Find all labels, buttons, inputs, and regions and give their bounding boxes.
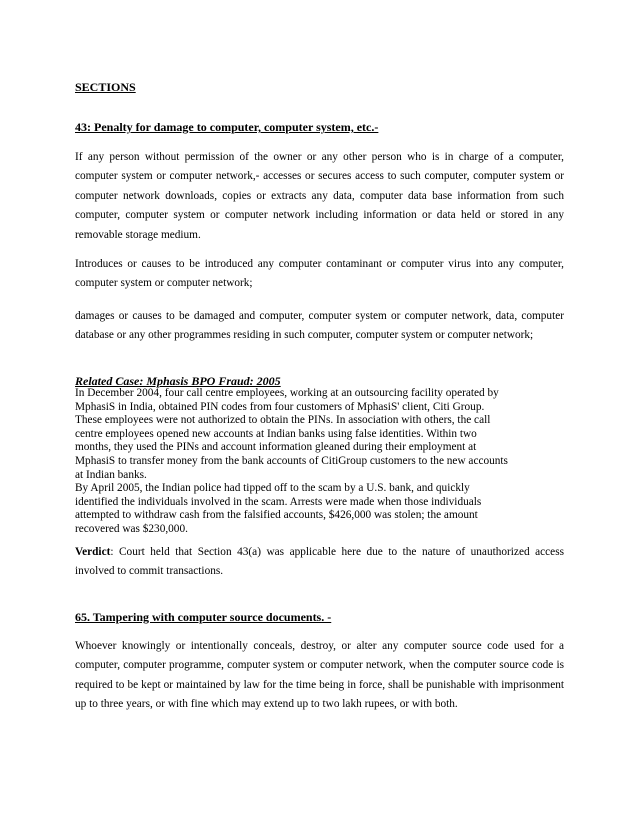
related-case-line: In December 2004, four call centre employees, working at an outsourcing facility operated by bbox=[75, 387, 499, 399]
section-65-paragraph: Whoever knowingly or intentionally conceals, destroy, or alter any computer source code used for a computer, computer programme, computer system or computer network, when the computer source code is required to be kept or maintained by law for the time being in force, shall be punishable with imprisonment up to three years, or with fine which may extend up to two lakh rupees, or with both. bbox=[75, 640, 564, 711]
related-case-line: months, they used the PINs and account information gleaned during their employment at bbox=[75, 441, 477, 454]
section-43-paragraph-2: Introduces or causes to be introduced any computer contaminant or computer virus into any computer, computer system or computer network; bbox=[75, 258, 564, 290]
related-case-title: Related Case: Mphasis BPO Fraud: 2005 bbox=[75, 374, 281, 388]
related-case-line: attempted to withdraw cash from the falsified accounts, $426,000 was stolen; the amount bbox=[75, 509, 478, 522]
related-case-line: at Indian banks. bbox=[75, 468, 147, 481]
verdict-label: Verdict bbox=[75, 546, 111, 558]
related-case-line: MphasiS to transfer money from the bank accounts of CitiGroup customers to the new accounts bbox=[75, 454, 508, 467]
section-65-heading: 65. Tampering with computer source documents. - bbox=[75, 610, 332, 624]
verdict-paragraph bbox=[75, 543, 564, 582]
related-case-line: These employees were not authorized to obtain the PINs. In association with others, the call bbox=[75, 414, 491, 427]
related-case-line: centre employees opened new accounts at Indian banks using false identities. Within two bbox=[75, 427, 477, 440]
related-case-line: recovered was $230,000. bbox=[75, 522, 188, 535]
related-case-line: identified the individuals involved in the scam. Arrests were made when those individuals bbox=[75, 495, 482, 508]
section-43-paragraph-3: damages or causes to be damaged and computer, computer system or computer network, data, computer database or any other programmes residing in such computer, computer system or computer network; bbox=[75, 310, 564, 342]
related-case-line: By April 2005, the Indian police had tipped off to the scam by a U.S. bank, and quickly bbox=[75, 482, 470, 495]
section-43-paragraph-1: If any person without permission of the owner or any other person who is in charge of a computer, computer system or computer network,- accesses or secures access to such computer, computer system or computer network downloads, copies or extracts any data, computer data base information from such computer, computer system or computer network including information or data held or stored in any removable storage medium. bbox=[75, 151, 564, 241]
related-case-body bbox=[75, 387, 564, 537]
verdict-text: : Court held that Section 43(a) was applicable here due to the nature of unauthorized access involved to commit transactions. bbox=[75, 546, 564, 578]
sections-heading: SECTIONS bbox=[75, 80, 136, 94]
related-case-line: MphasiS in India, obtained PIN codes from four customers of MphasiS' client, Citi Group. bbox=[75, 400, 485, 413]
section-43-heading: 43: Penalty for damage to computer, computer system, etc.- bbox=[75, 120, 379, 134]
